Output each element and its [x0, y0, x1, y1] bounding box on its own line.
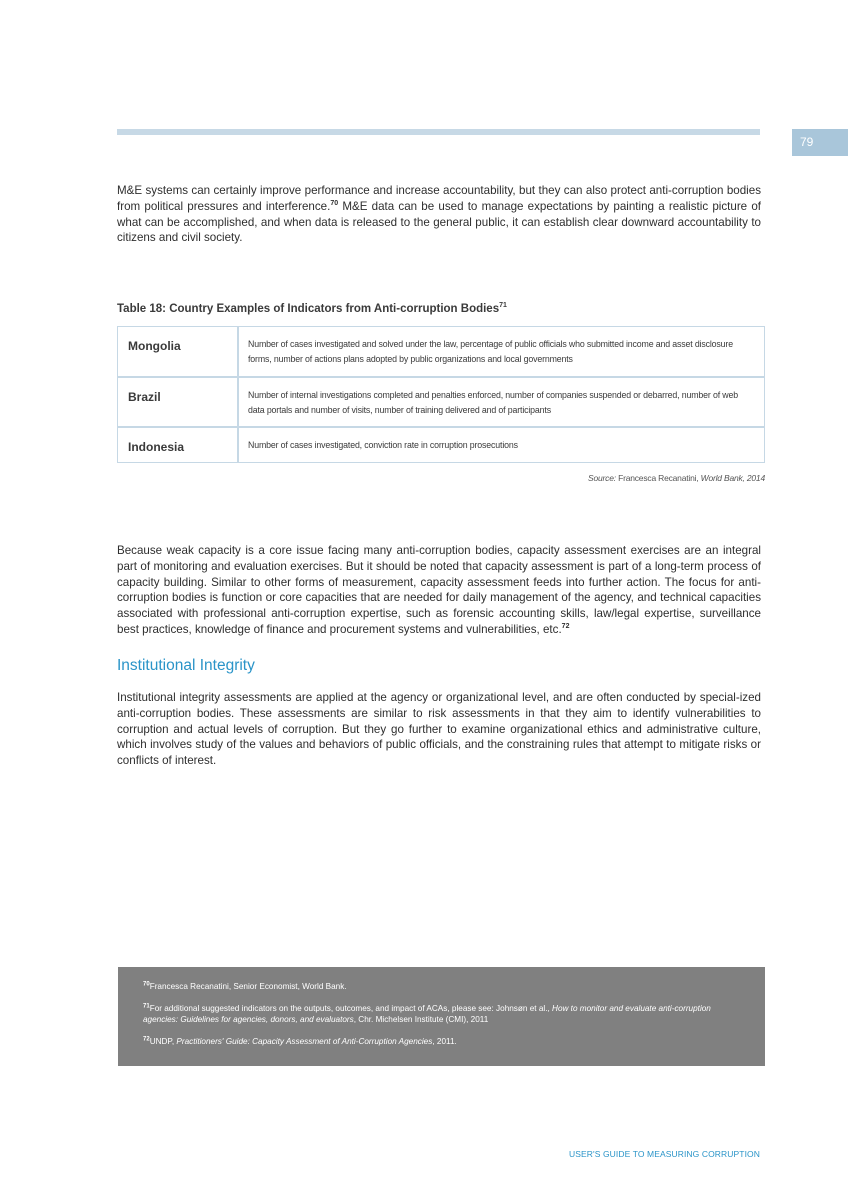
indicators-cell: Number of cases investigated and solved under the law, percentage of public officials who submitted income and asset disclosure forms, number of actions plans adopted by public organizations and local governments [248, 339, 733, 364]
country-cell: Mongolia [118, 327, 239, 376]
footnote-text: Francesca Recanatini, Senior Economist, World Bank. [149, 982, 347, 991]
table-row [118, 327, 764, 378]
footnote-text: For additional suggested indicators on the outputs, outcomes, and impact of ACAs, please see: Johnsøn et al., [149, 1003, 553, 1013]
paragraph-text: M&E systems can certainly improve performance and increase accountability, but they can also protect anti-corruption bodies from political pressures and interference. [117, 184, 761, 213]
table-title-text: Table 18: Country Examples of Indicators from Anti-corruption Bodies [117, 303, 500, 315]
footnote-number: 71 [143, 1002, 150, 1009]
source-label: Source: [588, 473, 616, 483]
section-heading: Institutional Integrity [117, 657, 255, 674]
indicators-cell: Number of cases investigated, conviction rate in corruption prosecutions [248, 440, 518, 450]
footnote-text: , 2011. [432, 1036, 457, 1046]
table-row [118, 378, 764, 428]
header-rule [117, 129, 760, 135]
footnote-text: UNDP, [149, 1036, 177, 1046]
footnote-text: , Chr. Michelsen Institute (CMI), 2011 [353, 1015, 489, 1024]
paragraph-institutional-integrity: Institutional integrity assessments are applied at the agency or organizational level, and are often conducted by special-ized anti-corruption bodies. These assessments are similar to risk assessments in that they aim to identify vulnerabilities to corruption and actual levels of corruption. But they go further to examine organizational ethics and administrative culture, which involves study of the values and behaviors of public officials, and the constraining rules that attempt to mitigate risks or conflicts of interest. [117, 691, 761, 768]
indicators-table [117, 326, 765, 463]
country-cell: Brazil [118, 378, 239, 426]
indicators-cell: Number of internal investigations completed and penalties enforced, number of companies suspended or debarred, number of web data portals and number of visits, number of training delivered and of participants [248, 390, 738, 415]
page-number: 79 [800, 135, 814, 149]
footnote-number: 72 [143, 1035, 150, 1042]
footnote-number: 70 [143, 981, 150, 988]
footnote-title: Practitioners' Guide: Capacity Assessment of Anti-Corruption Agencies [176, 1036, 433, 1046]
footnotes-box [118, 967, 765, 1066]
page-number-tab [792, 129, 848, 156]
footnote-title: How to monitor and evaluate anti-corruption agencies: Guidelines for agencies, donors, and evaluators [143, 1003, 711, 1024]
paragraph-text: M&E data can be used to manage expectations by painting a realistic picture of what can be accomplished, and when data is released to the general public, it can establish clear downward accountability to citizens and civil society. [117, 199, 761, 245]
paragraph-text: Because weak capacity is a core issue facing many anti-corruption bodies, capacity assessment exercises are an integral part of monitoring and evaluation exercises. But it should be noted that capacity assessment is part of a long-term process of capacity building. Similar to other forms of measurement, capacity assessment feeds into further action. The focus for anti-corruption bodies is function or core capacities that are needed for daily management of the agency, and technical capacities associated with professional anti-corruption expertise, such as forensic accounting skills, law/legal expertise, surveillance best practices, knowledge of finance and procurement systems and vulnerabilities, etc. [117, 544, 761, 636]
country-cell: Indonesia [118, 428, 239, 462]
footnote-ref-71[interactable]: 71 [499, 302, 507, 310]
footnote-71 [143, 1003, 743, 1026]
table-title [117, 303, 507, 315]
source-publication: World Bank, 2014 [700, 473, 765, 483]
footnote-72 [143, 1036, 743, 1048]
running-footer: USER'S GUIDE TO MEASURING CORRUPTION [569, 1149, 760, 1159]
source-author: Francesca Recanatini, [615, 473, 701, 483]
footnote-70 [143, 981, 743, 993]
table-row [118, 428, 764, 462]
footnote-ref-70[interactable]: 70 [330, 199, 339, 207]
paragraph-capacity [117, 543, 761, 638]
footnote-ref-72[interactable]: 72 [561, 623, 570, 631]
paragraph-me-systems [117, 183, 761, 246]
table-source [588, 473, 765, 483]
